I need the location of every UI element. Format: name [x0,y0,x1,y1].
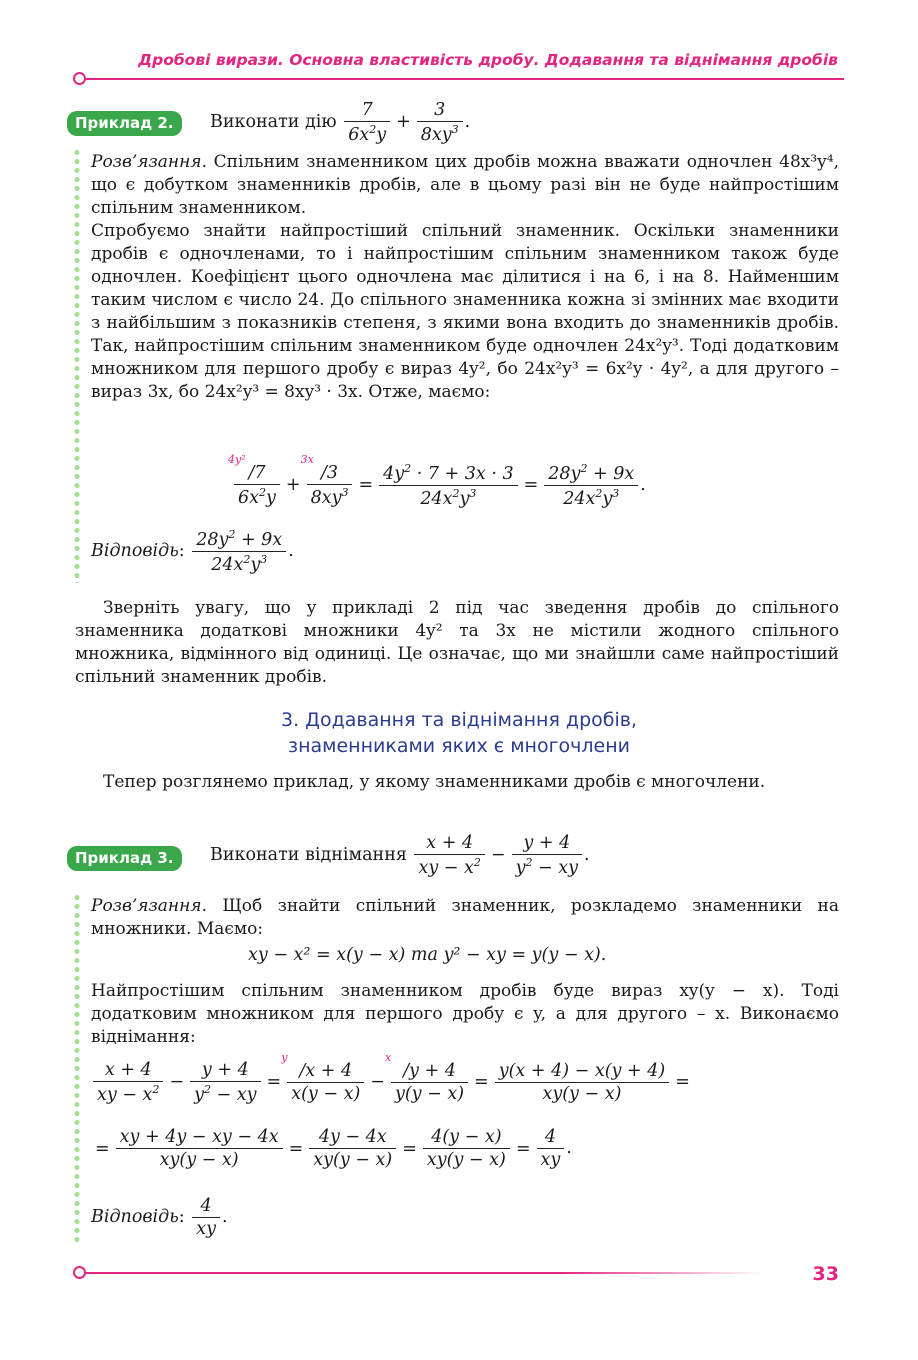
fraction: $\frac{4(y - x)}{xy(y - x)}$ [423,1127,510,1170]
fraction: $\frac{28y^2 + 9x}{24x^2y^3}$ [544,462,638,509]
example3-task-text: Виконати віднімання [210,844,407,865]
example3-badge: Приклад 3. [67,846,182,871]
solution-label: Розв’язання [91,152,202,172]
example3-solution-p1 [91,895,839,941]
example3-task: Виконати віднімання $\frac{x + 4}{xy - x^2}$ − $\frac{y + 4}{y^2 - xy}$ . [210,833,590,878]
header-ring [73,72,86,85]
fraction: $\frac{xy + 4y - xy - 4x}{xy(y - x)}$ [116,1127,283,1170]
fraction: $\frac{28y^2 + 9x}{24x^2y^3}$ [192,528,286,575]
running-header: Дробові вирази. Основна властивість дробу. Додавання та віднімання дробів [138,51,838,69]
fraction: y /x + 4 x(y − x) [287,1061,364,1104]
example2-solution-p1 [91,151,839,220]
factor-line: xy − x² = x(y − x) та y² − xy = y(y − x). [248,945,607,965]
example3-answer: Відповідь: $\frac{4}{xy}$ . [91,1196,228,1239]
fraction: $\frac{y + 4}{y^2 - xy}$ [190,1060,260,1105]
fraction: $\frac{x + 4}{xy - x^2}$ [414,833,484,878]
note-paragraph: Зверніть увагу, що у прикладі 2 під час зведення дробів до спільного знаменника додаткові множники 4y² та 3x не містили жодного спільного множника, відмінного від одиниці. Це означає, що ми знайшли саме найпростіший спільний знаменник дробів. [75,598,839,687]
example3-dots [74,893,80,1245]
fraction: $\frac{y(x + 4) - x(y + 4)}{xy(y - x)}$ [495,1061,669,1104]
intro-paragraph: Тепер розглянемо приклад, у якому знаменниками дробів є многочлени. [103,772,766,792]
solution-text: . Щоб знайти спільний знаменник, розкладемо знаменники на множники. Маємо: [91,896,839,939]
example2-answer: Відповідь: $\frac{28y^2 + 9x}{24x^2y^3}$ . [91,528,294,575]
fraction: $\frac{7}{6x^2y}$ [344,100,390,145]
solution-label: Розв’язання [91,896,202,916]
section-heading-line2: знаменниками яких є многочлени [287,735,631,757]
section-heading [0,707,918,759]
example2-equation: 4y² /7 $6x^2y$ + 3x /3 $8xy^3$ = $\frac{4y^2 \cdot 7 + 3x \cdot 3}{24x^2y^3}$ = $\frac{28y^2 + 9x}{24x^2y^3}$ . [228,452,646,509]
fraction: $\frac{y + 4}{y^2 - xy}$ [512,833,582,878]
fraction: $\frac{4y^2 \cdot 7 + 3x \cdot 3}{24x^2y^3}$ [379,462,517,509]
footer-rule [84,1272,764,1274]
example2-task: Виконати дію $\frac{7}{6x^2y}$ + $\frac{3}{8xy^3}$ . [210,100,471,145]
footer-ring [73,1266,86,1279]
fraction: 3x /3 $8xy^3$ [307,463,353,508]
header-rule [84,78,844,80]
example2-dots [74,148,80,583]
example2-solution-p2: Спробуємо знайти найпростіший спільний знаменник. Оскільки знаменники дробів є одночленами, то і найпростішим спільним знаменником також буде одночлен. Коефіцієнт цього одночлена має ділитися і на 6, і на 8. Найменшим таким числом є число 24. До спільного знаменника кожна зі змінних має входити з найбільшим з показників степеня, з якими вона входить до знаменників дробів. Так, найпростішим спільним знаменником буде одночлен 24x²y³. Тоді додатковим множником для першого дробу є вираз 4y², бо 24x²y³ = 6x²y · 4y², а для другого – вираз 3x, бо 24x²y³ = 8xy³ · 3x. Отже, маємо: [91,221,839,402]
example3-solution-p2: Найпростішим спільним знаменником дробів буде вираз xy(y − x). Тоді додатковим множником для першого дробу є y, а для другого – x. Виконаємо віднімання: [91,981,839,1047]
section-heading-line1: 3. Додавання та віднімання дробів, [281,709,637,731]
fraction: $\frac{3}{8xy^3}$ [417,100,463,145]
fraction: x /y + 4 y(y − x) [391,1061,468,1104]
fraction: $\frac{4}{xy}$ [192,1196,220,1239]
page-number: 33 [812,1263,839,1285]
answer-label: Відповідь [91,540,179,561]
example2-task-text: Виконати дію [210,111,337,132]
fraction: $\frac{x + 4}{xy - x^2}$ [93,1060,163,1105]
answer-label: Відповідь [91,1207,179,1227]
solution-text: . Спільним знаменником цих дробів можна вважати одночлен 48x³y⁴, що є добутком знаменників дробів, але в цьому разі він не буде найпростішим спільним знаменником. [91,152,839,218]
fraction: $\frac{4}{xy}$ [537,1127,565,1170]
example3-equation-line2: = $\frac{xy + 4y - xy - 4x}{xy(y - x)}$ = $\frac{4y - 4x}{xy(y - x)}$ = $\frac{4(y - x)}{xy(y - x)}$ = $\frac{4}{xy}$ . [95,1127,572,1170]
fraction: 4y² /7 $6x^2y$ [234,463,280,508]
example3-equation-line1: $\frac{x + 4}{xy - x^2}$ − $\frac{y + 4}{y^2 - xy}$ = y /x + 4 x(y − x) − x /y + 4 y(y − x) = $\frac{y(x + 4) - x(y + 4)}{xy(y - x)}$ = [91,1060,694,1105]
fraction: $\frac{4y - 4x}{xy(y - x)}$ [309,1127,396,1170]
example2-badge: Приклад 2. [67,111,182,136]
